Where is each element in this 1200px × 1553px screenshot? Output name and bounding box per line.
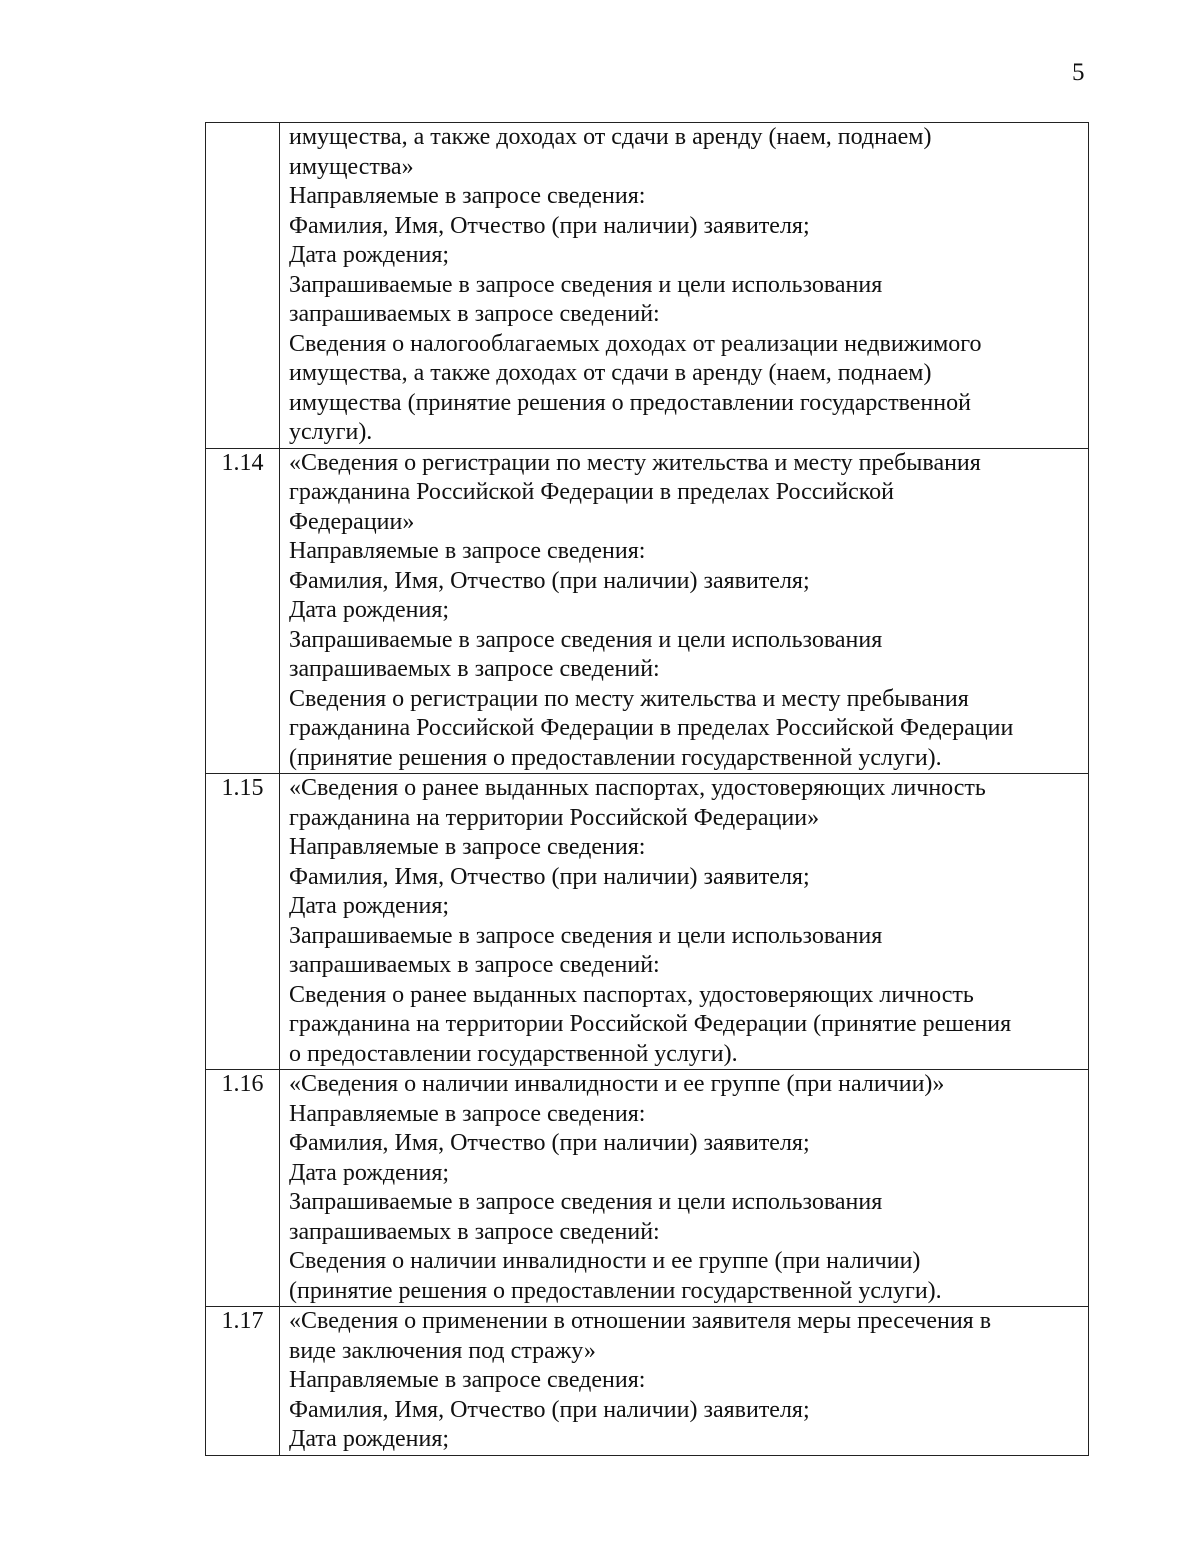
text-line: «Сведения о регистрации по месту жительства и месту пребывания xyxy=(289,449,981,476)
text-line: Дата рождения; xyxy=(289,893,450,919)
row-description xyxy=(280,774,1089,1070)
text-line: «Сведения о применении в отношении заявителя меры пресечения в xyxy=(289,1308,992,1334)
text-line: гражданина на территории Российской Федерации (принятие решения xyxy=(289,1011,1012,1037)
text-line: «Сведения о наличии инвалидности и ее группе (при наличии)» xyxy=(289,1071,945,1097)
text-line: запрашиваемых в запросе сведений: xyxy=(289,1218,660,1245)
text-line: Запрашиваемые в запросе сведения и цели использования xyxy=(289,922,883,949)
text-line: имущества, а также доходах от сдачи в аренду (наем, поднаем) xyxy=(289,124,932,150)
text-line: Дата рождения; xyxy=(289,597,450,623)
text-line: Фамилия, Имя, Отчество (при наличии) заявителя; xyxy=(289,1396,810,1423)
text-line: гражданина Российской Федерации в пределах Российской Федерации xyxy=(289,715,1014,741)
text-line: Дата рождения; xyxy=(289,242,450,268)
text-line: Фамилия, Имя, Отчество (при наличии) заявителя; xyxy=(289,212,810,239)
row-description xyxy=(280,123,1089,449)
text-line: имущества (принятие решения о предоставлении государственной xyxy=(289,389,971,416)
text-line: Федерации» xyxy=(289,508,415,535)
row-description xyxy=(280,1070,1089,1307)
text-line: Направляемые в запросе сведения: xyxy=(289,183,646,209)
table-row xyxy=(206,774,1089,1070)
text-line: Фамилия, Имя, Отчество (при наличии) заявителя; xyxy=(289,1130,810,1156)
text-line: (принятие решения о предоставлении государственной услуги). xyxy=(289,744,942,771)
text-line: Сведения о налогооблагаемых доходах от реализации недвижимого xyxy=(289,330,982,357)
row-number: 1.15 xyxy=(206,774,280,1070)
text-line: имущества» xyxy=(289,153,414,180)
text-line: Фамилия, Имя, Отчество (при наличии) заявителя; xyxy=(289,863,810,890)
text-line: Запрашиваемые в запросе сведения и цели использования xyxy=(289,626,883,653)
text-line: (принятие решения о предоставлении государственной услуги). xyxy=(289,1277,942,1304)
table-row xyxy=(206,1070,1089,1307)
text-line: Направляемые в запросе сведения: xyxy=(289,538,646,564)
row-number: 1.17 xyxy=(206,1307,280,1456)
text-line: «Сведения о ранее выданных паспортах, удостоверяющих личность xyxy=(289,775,986,801)
text-line: запрашиваемых в запросе сведений: xyxy=(289,301,660,327)
text-line: Дата рождения; xyxy=(289,1159,450,1186)
text-line: услуги). xyxy=(289,419,373,445)
row-number xyxy=(206,123,280,449)
text-line: Фамилия, Имя, Отчество (при наличии) заявителя; xyxy=(289,567,810,594)
text-line: Дата рождения; xyxy=(289,1426,450,1452)
text-line: гражданина на территории Российской Федерации» xyxy=(289,804,820,831)
text-line: имущества, а также доходах от сдачи в аренду (наем, поднаем) xyxy=(289,360,932,386)
page-number: 5 xyxy=(1072,59,1085,86)
text-line: Сведения о ранее выданных паспортах, удостоверяющих личность xyxy=(289,981,974,1008)
table-body xyxy=(206,123,1089,1456)
text-line: о предоставлении государственной услуги). xyxy=(289,1040,738,1067)
row-description xyxy=(280,448,1089,774)
text-line: Сведения о наличии инвалидности и ее группе (при наличии) xyxy=(289,1248,921,1274)
row-number: 1.14 xyxy=(206,448,280,774)
text-line: Направляемые в запросе сведения: xyxy=(289,1367,646,1393)
requests-table xyxy=(205,122,1089,1456)
text-line: Направляемые в запросе сведения: xyxy=(289,834,646,860)
text-line: Запрашиваемые в запросе сведения и цели использования xyxy=(289,1189,883,1215)
text-line: запрашиваемых в запросе сведений: xyxy=(289,656,660,682)
table-row xyxy=(206,448,1089,774)
text-line: запрашиваемых в запросе сведений: xyxy=(289,952,660,978)
text-line: Направляемые в запросе сведения: xyxy=(289,1100,646,1127)
text-line: Сведения о регистрации по месту жительства и месту пребывания xyxy=(289,685,969,712)
text-line: виде заключения под стражу» xyxy=(289,1337,596,1364)
text-line: гражданина Российской Федерации в пределах Российской xyxy=(289,479,895,505)
row-number: 1.16 xyxy=(206,1070,280,1307)
row-description xyxy=(280,1307,1089,1456)
table-row xyxy=(206,123,1089,449)
table-row xyxy=(206,1307,1089,1456)
text-line: Запрашиваемые в запросе сведения и цели использования xyxy=(289,271,883,298)
